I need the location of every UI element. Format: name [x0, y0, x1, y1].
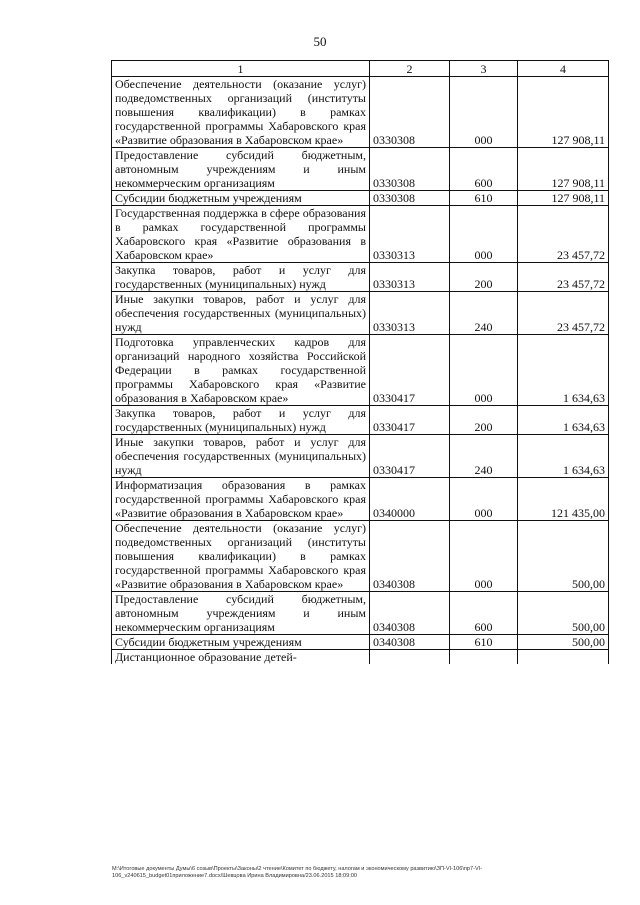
column-header-csr: 2 — [370, 61, 450, 77]
row-name-cell: Предоставление субсидий бюджетным, автономным учреждениям и иным некоммерческим организациям — [112, 592, 370, 635]
empty-cell — [518, 650, 609, 665]
row-vr-cell: 000 — [450, 77, 518, 148]
table-row — [112, 191, 609, 206]
footer-path-line-2: 106_v240615_budget01приложение7.docx/Шевцова Ирина Владимировна/23.06.2015 18:09:00 — [112, 873, 357, 879]
footer-path-line-1: М:\Итоговые документы Думы\6 созыв\Проекты\Законы\2 чтение\Комитет по бюджету, налогам и экономическому развитию\ЗП-VI-106\пр7-VI- — [112, 866, 483, 872]
row-sum-cell: 500,00 — [518, 521, 609, 592]
row-vr-cell: 240 — [450, 435, 518, 478]
row-vr-cell: 610 — [450, 635, 518, 650]
row-sum-cell: 127 908,11 — [518, 191, 609, 206]
table-row — [112, 478, 609, 521]
row-vr-cell: 240 — [450, 292, 518, 335]
row-sum-cell: 121 435,00 — [518, 478, 609, 521]
table-row — [112, 592, 609, 635]
row-vr-cell: 610 — [450, 191, 518, 206]
table-row — [112, 435, 609, 478]
row-sum-cell: 500,00 — [518, 635, 609, 650]
row-name-cell: Дистанционное образование детей- — [112, 650, 370, 665]
row-name-cell: Иные закупки товаров, работ и услуг для обеспечения государственных (муниципальных) нужд — [112, 292, 370, 335]
row-csr-cell: 0330417 — [370, 335, 450, 406]
table-row — [112, 406, 609, 435]
row-sum-cell: 1 634,63 — [518, 406, 609, 435]
row-name-cell: Подготовка управленческих кадров для организаций народного хозяйства Российской Федерации в рамках государственной программы Хабаровского края «Развитие образования в Хабаровском крае» — [112, 335, 370, 406]
table-row — [112, 263, 609, 292]
column-header-sum: 4 — [518, 61, 609, 77]
row-name-cell: Закупка товаров, работ и услуг для государственных (муниципальных) нужд — [112, 406, 370, 435]
row-sum-cell: 1 634,63 — [518, 335, 609, 406]
row-sum-cell: 127 908,11 — [518, 148, 609, 191]
row-name-cell: Субсидии бюджетным учреждениям — [112, 191, 370, 206]
empty-cell — [450, 650, 518, 665]
table-row — [112, 635, 609, 650]
table-row — [112, 292, 609, 335]
column-header-name: 1 — [112, 61, 370, 77]
row-csr-cell: 0330313 — [370, 206, 450, 263]
row-vr-cell: 000 — [450, 335, 518, 406]
table-row — [112, 206, 609, 263]
row-sum-cell: 23 457,72 — [518, 263, 609, 292]
row-csr-cell: 0330417 — [370, 435, 450, 478]
row-name-cell: Информатизация образования в рамках государственной программы Хабаровского края «Развитие образования в Хабаровском крае» — [112, 478, 370, 521]
table-row — [112, 521, 609, 592]
row-vr-cell: 000 — [450, 521, 518, 592]
row-csr-cell: 0340000 — [370, 478, 450, 521]
row-sum-cell: 127 908,11 — [518, 77, 609, 148]
row-csr-cell: 0340308 — [370, 521, 450, 592]
row-csr-cell: 0330313 — [370, 263, 450, 292]
table-row — [112, 335, 609, 406]
row-vr-cell: 600 — [450, 592, 518, 635]
row-csr-cell: 0340308 — [370, 635, 450, 650]
row-vr-cell: 600 — [450, 148, 518, 191]
row-csr-cell: 0330417 — [370, 406, 450, 435]
row-name-cell: Иные закупки товаров, работ и услуг для обеспечения государственных (муниципальных) нужд — [112, 435, 370, 478]
budget-table — [111, 60, 609, 664]
row-sum-cell: 23 457,72 — [518, 206, 609, 263]
row-csr-cell: 0330308 — [370, 191, 450, 206]
row-vr-cell: 000 — [450, 478, 518, 521]
row-csr-cell: 0330308 — [370, 77, 450, 148]
row-name-cell: Государственная поддержка в сфере образования в рамках государственной программы Хабаровского края «Развитие образования в Хабаровском крае» — [112, 206, 370, 263]
row-name-cell: Обеспечение деятельности (оказание услуг) подведомственных организаций (институты повышения квалификации) в рамках государственной программы Хабаровского края «Развитие образования в Хабаровском крае» — [112, 521, 370, 592]
table-row — [112, 77, 609, 148]
header-row — [112, 61, 609, 77]
document-footer — [112, 866, 608, 880]
row-name-cell: Обеспечение деятельности (оказание услуг) подведомственных организаций (институты повышения квалификации) в рамках государственной программы Хабаровского края «Развитие образования в Хабаровском крае» — [112, 77, 370, 148]
page-number: 50 — [313, 34, 327, 49]
row-csr-cell: 0330313 — [370, 292, 450, 335]
row-sum-cell: 500,00 — [518, 592, 609, 635]
row-name-cell: Закупка товаров, работ и услуг для государственных (муниципальных) нужд — [112, 263, 370, 292]
column-header-vr: 3 — [450, 61, 518, 77]
row-sum-cell: 23 457,72 — [518, 292, 609, 335]
row-name-cell: Предоставление субсидий бюджетным, автономным учреждениям и иным некоммерческим организациям — [112, 148, 370, 191]
table-row — [112, 148, 609, 191]
empty-cell — [370, 650, 450, 665]
row-csr-cell: 0340308 — [370, 592, 450, 635]
row-sum-cell: 1 634,63 — [518, 435, 609, 478]
row-name-cell: Субсидии бюджетным учреждениям — [112, 635, 370, 650]
table-row-continued — [112, 650, 609, 665]
row-vr-cell: 000 — [450, 206, 518, 263]
row-vr-cell: 200 — [450, 263, 518, 292]
row-csr-cell: 0330308 — [370, 148, 450, 191]
row-vr-cell: 200 — [450, 406, 518, 435]
